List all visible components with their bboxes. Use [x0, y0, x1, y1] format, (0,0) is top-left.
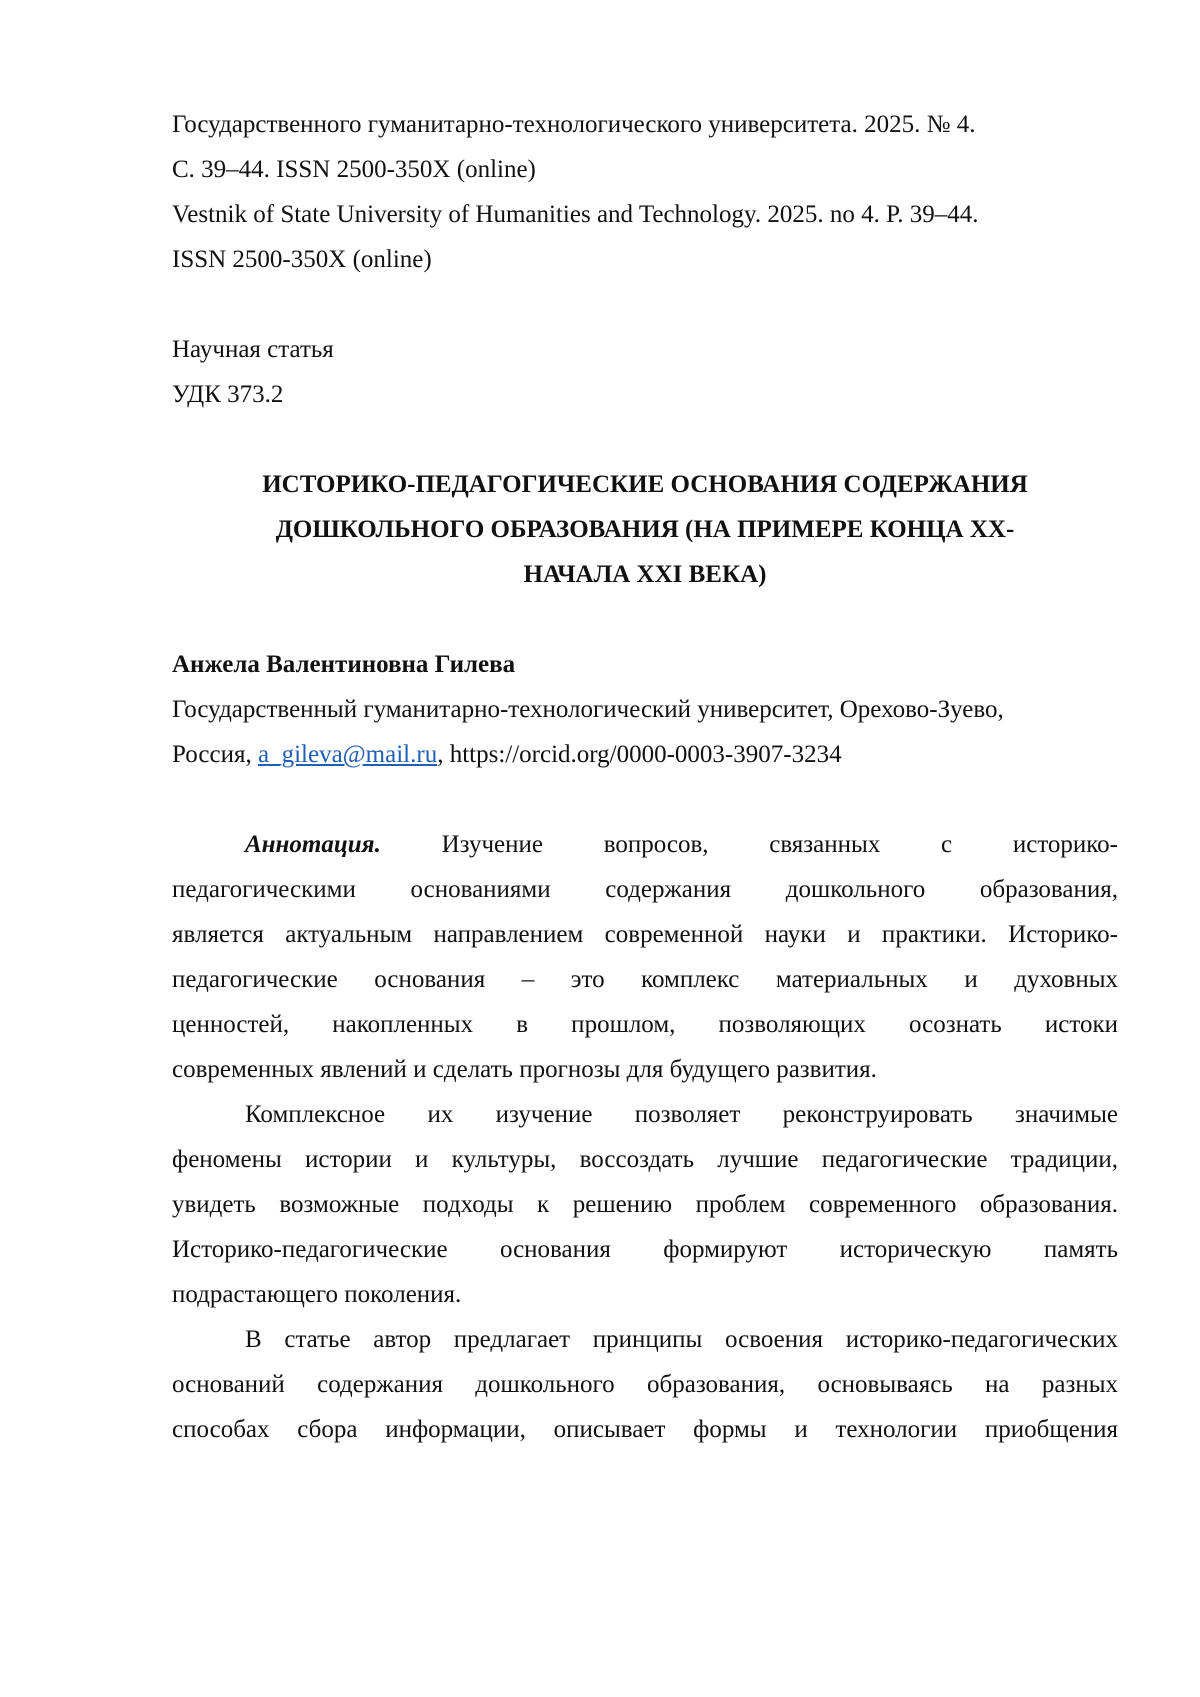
author-affiliation: Государственный гуманитарно-технологический университет, Орехово-Зуево,	[172, 696, 1004, 723]
author-country: Россия,	[172, 741, 252, 768]
abstract-line: оснований содержания дошкольного образования, основываясь на разных	[172, 1371, 1118, 1398]
journal-citation-en-line-1: Vestnik of State University of Humanities and Technology. 2025. no 4. P. 39–44.	[172, 201, 979, 228]
abstract-line: Комплексное их изучение позволяет реконструировать значимые	[245, 1101, 1118, 1128]
article-title-line-3: НАЧАЛА XXI ВЕКА)	[523, 561, 767, 588]
article-title-line-1: ИСТОРИКО-ПЕДАГОГИЧЕСКИЕ ОСНОВАНИЯ СОДЕРЖАНИЯ	[262, 471, 1028, 498]
journal-citation-ru-line-1: Государственного гуманитарно-технологического университета. 2025. № 4.	[172, 111, 976, 138]
author-name: Анжела Валентиновна Гилева	[172, 651, 516, 678]
author-email-link[interactable]: a_gileva@mail.ru	[257, 741, 438, 768]
journal-citation-ru-line-2: С. 39–44. ISSN 2500-350X (online)	[172, 156, 536, 183]
article-type: Научная статья	[172, 336, 334, 363]
abstract-line: подрастающего поколения.	[172, 1281, 462, 1308]
abstract-line: В статье автор предлагает принципы освоения историко-педагогических	[245, 1326, 1118, 1353]
abstract-line: способах сбора информации, описывает формы и технологии приобщения	[172, 1416, 1118, 1443]
abstract-line: Аннотация. Изучение вопросов, связанных с историко-	[245, 831, 1119, 858]
author-orcid: , https://orcid.org/0000-0003-3907-3234	[437, 741, 842, 768]
abstract-line: современных явлений и сделать прогнозы для будущего развития.	[172, 1056, 877, 1083]
abstract-line: педагогические основания – это комплекс материальных и духовных	[172, 966, 1118, 993]
abstract-label: Аннотация.	[245, 831, 381, 858]
journal-citation-en-line-2: ISSN 2500-350X (online)	[172, 246, 432, 273]
author-contacts	[172, 740, 842, 770]
abstract-line: Историко-педагогические основания формируют историческую память	[172, 1236, 1118, 1263]
abstract-line: феномены истории и культуры, воссоздать лучшие педагогические традиции,	[172, 1146, 1118, 1173]
article-title-line-2: ДОШКОЛЬНОГО ОБРАЗОВАНИЯ (НА ПРИМЕРЕ КОНЦА XX-	[275, 516, 1015, 543]
abstract-line: педагогическими основаниями содержания дошкольного образования,	[172, 876, 1118, 903]
abstract-line: ценностей, накопленных в прошлом, позволяющих осознать истоки	[172, 1011, 1118, 1038]
udc-code: УДК 373.2	[172, 381, 284, 408]
abstract-line: увидеть возможные подходы к решению проблем современного образования.	[172, 1191, 1118, 1218]
abstract-line: является актуальным направлением современной науки и практики. Историко-	[172, 921, 1118, 948]
